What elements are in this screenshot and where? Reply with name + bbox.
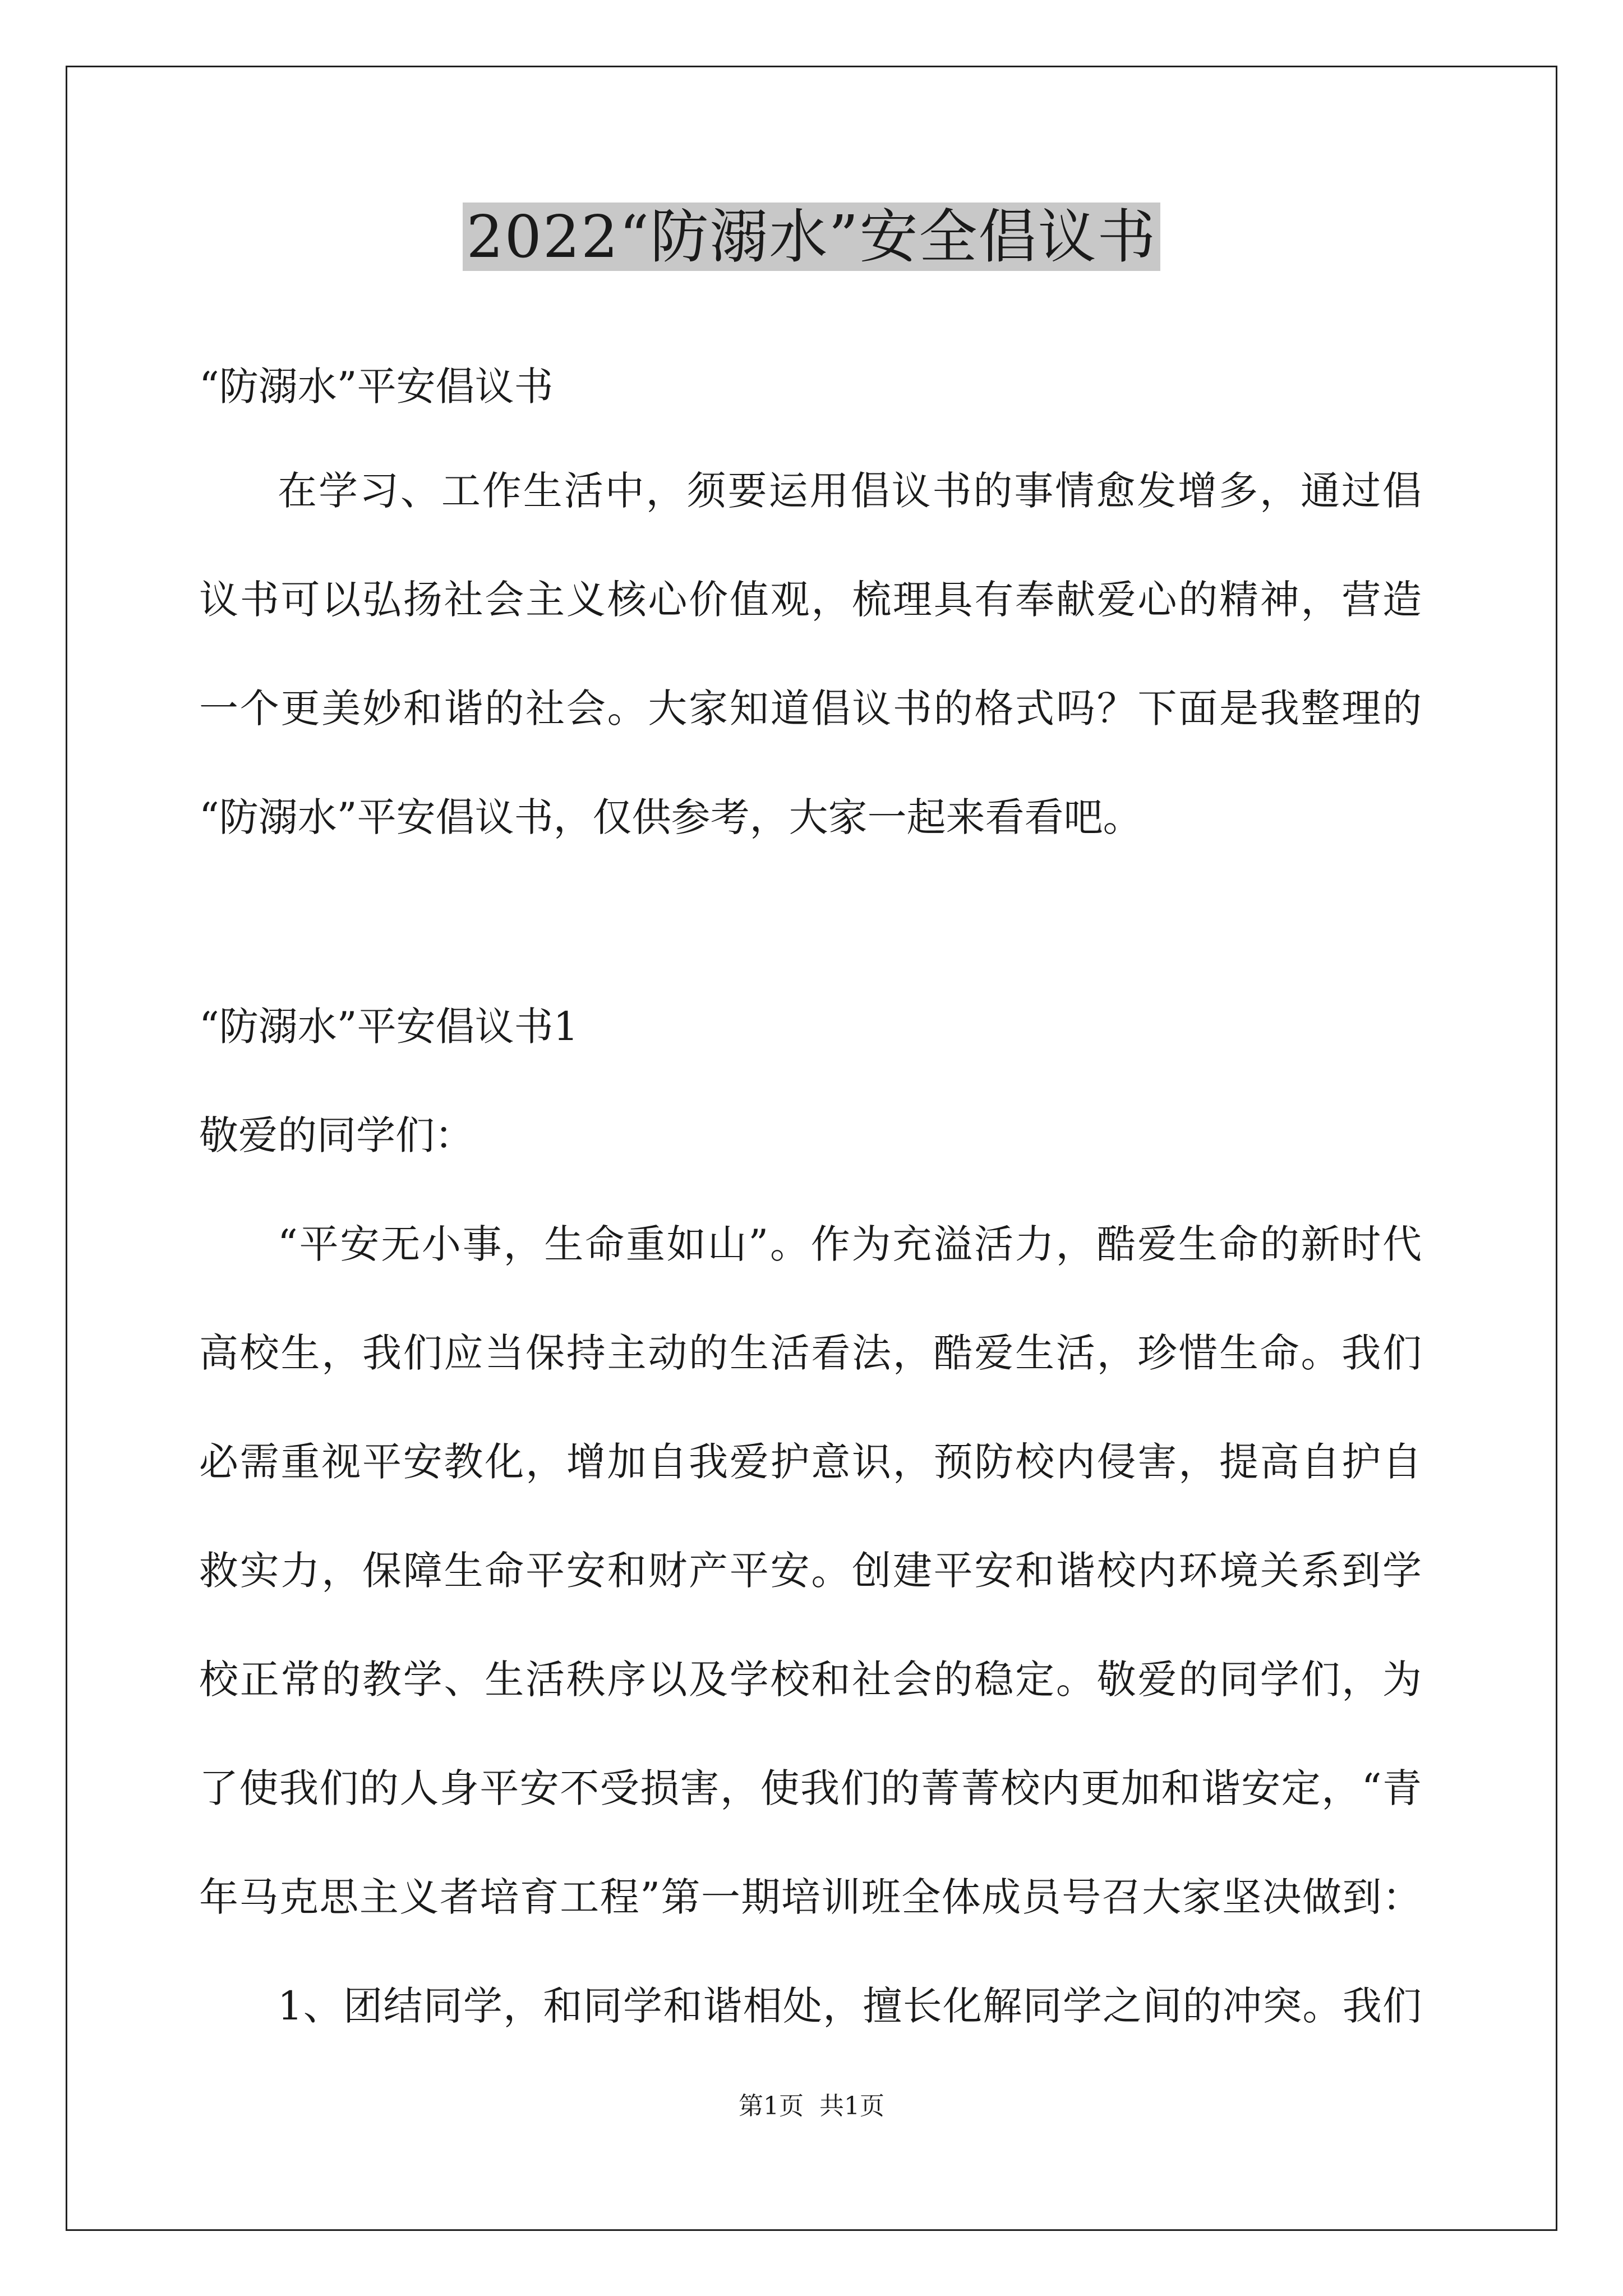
body-line: 必需重视平安教化，增加自我爱护意识，预防校内侵害，提高自护自 xyxy=(199,1439,1422,1485)
body-line: 高校生，我们应当保持主动的生活看法，酷爱生活，珍惜生命。我们 xyxy=(199,1330,1422,1376)
intro-line: “防溺水”平安倡议书，仅供参考，大家一起来看看吧。 xyxy=(199,794,1142,840)
body-line: 救实力，保障生命平安和财产平安。创建平安和谐校内环境关系到学 xyxy=(199,1548,1422,1594)
page-number: 第1页 xyxy=(739,2092,804,2120)
section-heading: “防溺水”平安倡议书 xyxy=(199,364,554,409)
salutation: 敬爱的同学们： xyxy=(199,1112,474,1158)
sub-heading: “防溺水”平安倡议书1 xyxy=(199,1004,579,1050)
body-line: 年马克思主义者培育工程”第一期培训班全体成员号召大家坚决做到： xyxy=(199,1874,1422,1920)
page-footer xyxy=(0,2090,1623,2123)
intro-line: 一个更美妙和谐的社会。大家知道倡议书的格式吗？下面是我整理的 xyxy=(199,685,1422,731)
document-title-text: 2022“防溺水”安全倡议书 xyxy=(463,203,1160,271)
intro-line: 在学习、工作生活中，须要运用倡议书的事情愈发增多，通过倡 xyxy=(278,468,1422,514)
list-item: 1、团结同学，和同学和谐相处，擅长化解同学之间的冲突。我们 xyxy=(278,1983,1422,2029)
body-line: 校正常的教学、生活秩序以及学校和社会的稳定。敬爱的同学们，为 xyxy=(199,1657,1422,1703)
document-title xyxy=(0,197,1623,276)
body-line: 了使我们的人身平安不受损害，使我们的菁菁校内更加和谐安定，“青 xyxy=(199,1765,1422,1811)
body-line: “平安无小事，生命重如山”。作为充溢活力，酷爱生命的新时代 xyxy=(278,1221,1422,1267)
intro-line: 议书可以弘扬社会主义核心价值观，梳理具有奉献爱心的精神，营造 xyxy=(199,577,1422,623)
page-total: 共1页 xyxy=(819,2092,884,2120)
